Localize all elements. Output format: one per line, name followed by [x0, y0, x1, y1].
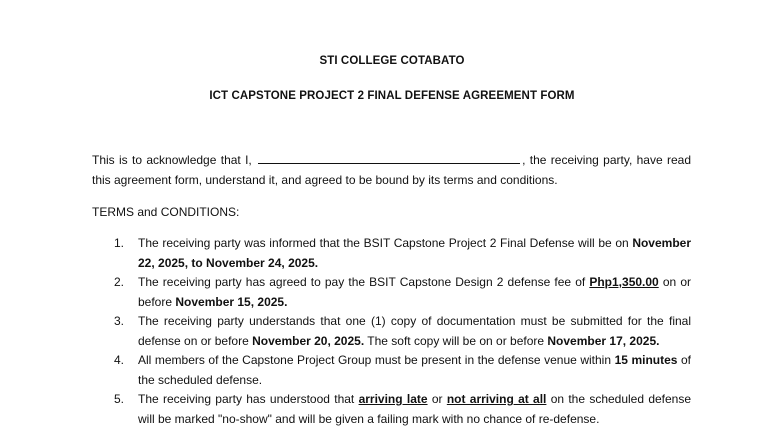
terms-list: [92, 234, 691, 429]
term-number: 3.: [114, 314, 125, 328]
term-item-4: [92, 351, 691, 390]
ack-text-start: This is to acknowledge that I,: [92, 153, 252, 167]
term-text: on or before: [138, 275, 691, 309]
term-duration: 15 minutes: [614, 353, 678, 367]
term-date: November 15, 2025.: [175, 294, 288, 309]
school-name: STI COLLEGE COTABATO: [319, 55, 465, 67]
term-date: November 17, 2025.: [547, 333, 660, 348]
term-item-3: [92, 312, 691, 351]
term-emphasis: not arriving at all: [446, 392, 547, 406]
term-text: on the scheduled defense will be marked "no-show" and will be given a failing mark with no chance of re-defense.: [138, 392, 692, 426]
acknowledgement-paragraph: [92, 150, 691, 190]
term-text: The receiving party has agreed to pay the BSIT Capstone Design 2 defense fee of: [138, 275, 590, 289]
term-item-1: [92, 234, 691, 273]
ack-text-end: , the receiving party, have read this agreement form, understand it, and agreed to be bound by its terms and conditions.: [92, 153, 691, 187]
term-text: or: [427, 392, 447, 406]
term-item-2: [92, 273, 691, 312]
term-date: November 20, 2025.: [252, 333, 365, 348]
terms-heading: TERMS and CONDITIONS:: [92, 205, 240, 219]
term-text: The receiving party has understood that: [138, 392, 359, 406]
term-number: 1.: [114, 236, 125, 250]
term-text: of the scheduled defense.: [138, 353, 691, 387]
term-text: The soft copy will be on or before: [364, 333, 548, 348]
term-text: The receiving party understands that one (1) copy of documentation must be submitted for the final defense on or before: [138, 314, 691, 348]
defense-fee: Php1,350.00: [589, 275, 659, 289]
name-blank-line[interactable]: [258, 151, 520, 164]
term-item-5: [92, 390, 691, 429]
term-number: 2.: [114, 275, 125, 289]
term-text: All members of the Capstone Project Group must be present in the defense venue within: [138, 353, 615, 367]
term-number: 5.: [114, 392, 125, 406]
term-date: November 22, 2025, to November 24, 2025.: [138, 236, 691, 270]
term-text: The receiving party was informed that the BSIT Capstone Project 2 Final Defense will be on: [138, 236, 633, 250]
term-number: 4.: [114, 353, 125, 367]
term-emphasis: arriving late: [358, 392, 428, 406]
form-title: ICT CAPSTONE PROJECT 2 FINAL DEFENSE AGREEMENT FORM: [209, 90, 575, 102]
